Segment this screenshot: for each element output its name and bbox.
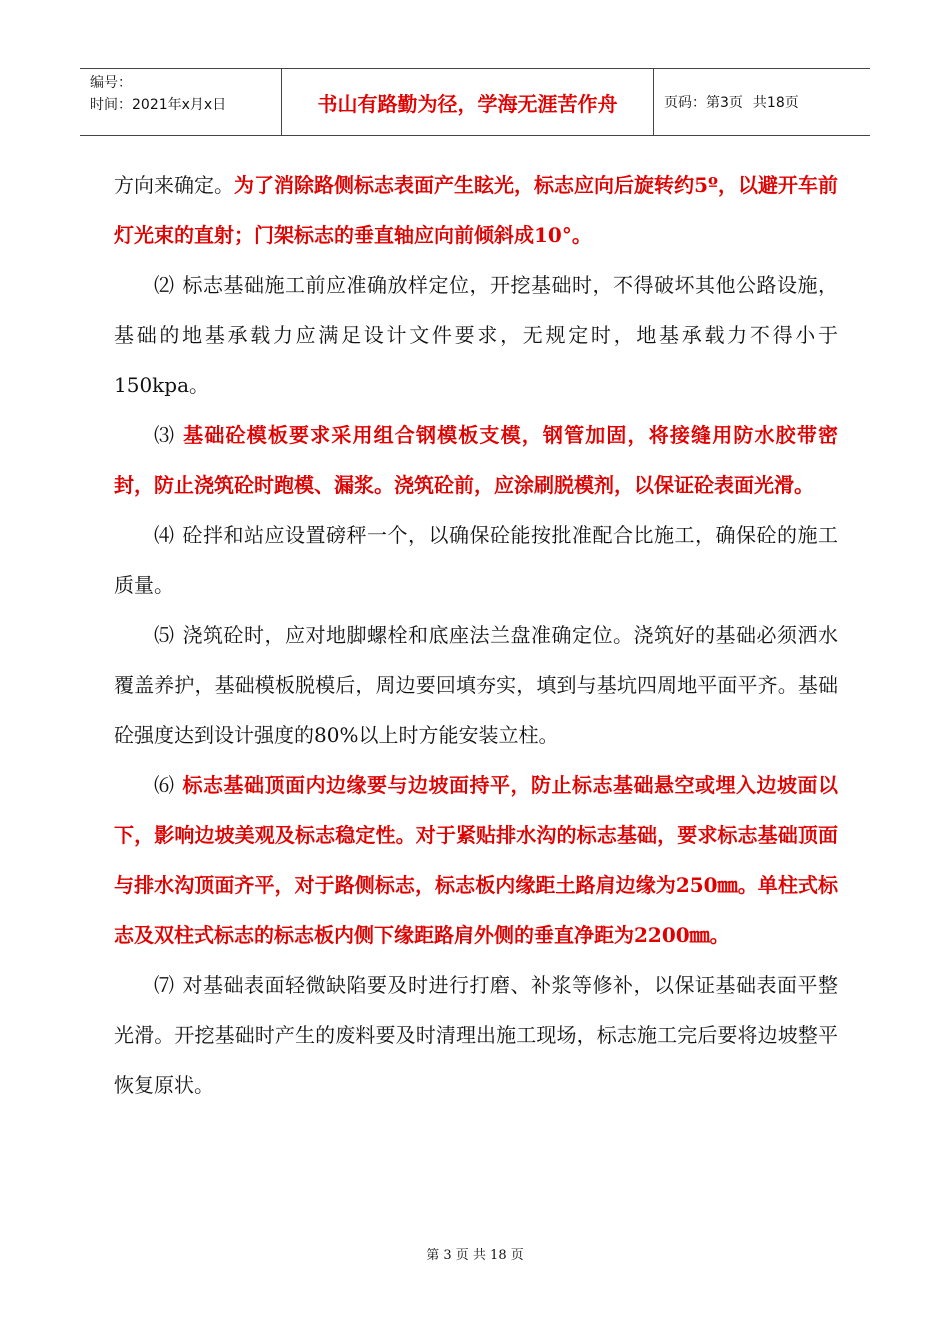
paragraph-2: [114, 260, 838, 410]
document-body: [114, 160, 838, 1110]
paragraph-text-highlight: 基础砼模板要求采用组合钢模板支模，钢管加固，将接缝用防水胶带密封，防止浇筑砼时跑模、漏浆。浇筑砼前，应涂刷脱模剂，以保证砼表面光滑。: [114, 423, 839, 497]
page-label: 页码：: [664, 95, 706, 111]
paragraph-text-highlight: 标志基础顶面内边缘要与边坡面持平，防止标志基础悬空或埋入边坡面以下，影响边坡美观及标志稳定性。对于紧贴排水沟的标志基础，要求标志基础顶面与排水沟顶面齐平，对于路侧标志，标志板内缘距土路肩边缘为250㎜。单柱式标志及双柱式标志的标志板内侧下缘距路肩外侧的垂直净距为2200㎜。: [114, 773, 838, 947]
time-value: 2021年x月x日: [132, 97, 227, 113]
header-meta-cell: [80, 69, 282, 135]
paragraph-6: [114, 760, 838, 960]
page-header: [80, 68, 870, 136]
paragraph-text-highlight: 为了消除路侧标志表面产生眩光，标志应向后旋转约5º，以避开车前灯光束的直射；门架标志的垂直轴应向前倾斜成10°。: [114, 173, 838, 247]
paragraph-text-normal: 对基础表面轻微缺陷要及时进行打磨、补浆等修补，以保证基础表面平整光滑。开挖基础时产生的废料要及时清理出施工现场，标志施工完后要将边坡整平恢复原状。: [114, 973, 838, 1097]
paragraph-text-normal: 标志基础施工前应准确放样定位，开挖基础时，不得破坏其他公路设施，基础的地基承载力应满足设计文件要求，无规定时，地基承载力不得小于150kpa。: [114, 273, 838, 397]
paragraph-4: [114, 510, 838, 610]
paragraph-3: [114, 410, 838, 510]
page-footer: 第 3 页 共 18 页: [426, 1248, 524, 1263]
time-label: 时间：: [90, 97, 132, 113]
paragraph-1: [114, 160, 838, 260]
list-marker: ⑸: [154, 623, 175, 647]
list-marker: ⑵: [154, 273, 175, 297]
paragraph-7: [114, 960, 838, 1110]
paragraph-5: [114, 610, 838, 760]
list-marker: ⑷: [154, 523, 175, 547]
page-total: 共18页: [752, 95, 799, 111]
list-marker: ⑹: [154, 773, 175, 797]
paragraph-text-normal: 浇筑砼时，应对地脚螺栓和底座法兰盘准确定位。浇筑好的基础必须洒水覆盖养护，基础模板脱模后，周边要回填夯实，填到与基坑四周地平面平齐。基础砼强度达到设计强度的80%以上时方能安装立柱。: [114, 623, 838, 747]
list-marker: ⑺: [154, 973, 175, 997]
header-motto: 书山有路勤为径，学海无涯苦作舟: [282, 69, 654, 135]
list-marker: ⑶: [154, 423, 176, 447]
number-label: 编号：: [90, 75, 132, 91]
header-page-cell: [654, 69, 870, 135]
paragraph-text-normal: 砼拌和站应设置磅秤一个，以确保砼能按批准配合比施工，确保砼的施工质量。: [114, 523, 838, 597]
page-current: 第3页: [706, 95, 743, 111]
time-line: [90, 94, 281, 116]
paragraph-text-normal: 方向来确定。: [114, 173, 235, 197]
